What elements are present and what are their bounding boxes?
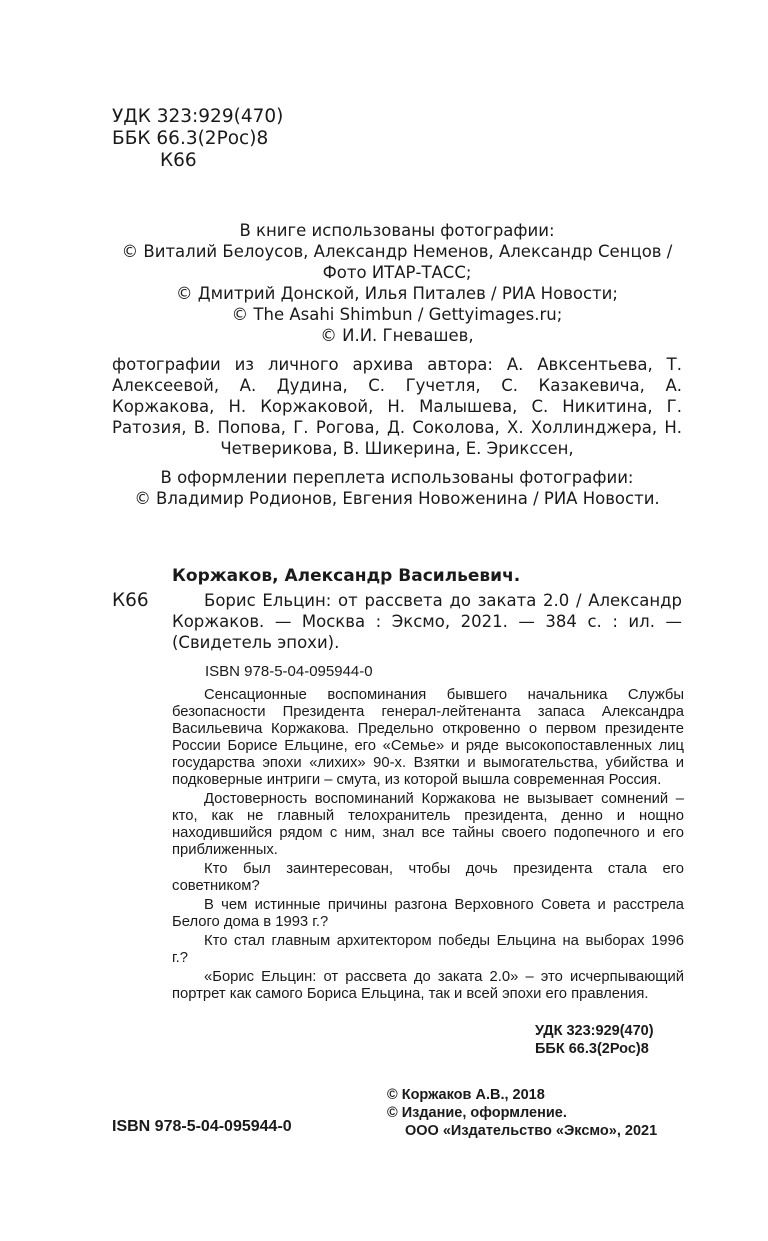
- photo-credit-line: © The Asahi Shimbun / Gettyimages.ru;: [231, 305, 563, 324]
- archive-credits: фотографии из личного архива автора: А. Авксентьева, Т. Алексеевой, А. Дудина, С. Гучетля, С. Казакевича, А. Коржакова, Н. Коржаковой, Н. Малышева, С. Никитина, Г. Ратозия, В. Попова, Г. Рогова, Д. Соколова, Х. Холлинджера, Н. Четверикова, В. Шикерина, Е. Эрикссен,: [112, 355, 682, 458]
- annotation: [172, 687, 684, 1005]
- copyright-publisher: ООО «Издательство «Эксмо», 2021: [405, 1123, 658, 1139]
- isbn: ISBN 978-5-04-095944-0: [205, 663, 373, 680]
- catalog-mark: К66: [112, 590, 149, 611]
- copyright-author: © Коржаков А.В., 2018: [387, 1087, 545, 1103]
- annotation-paragraph: «Борис Ельцин: от рассвета до заката 2.0» – это исчерпывающий портрет как самого Бориса Ельцина, так и всей эпохи его правления.: [172, 969, 684, 1002]
- author-mark: К66: [160, 150, 197, 171]
- annotation-paragraph: Достоверность воспоминаний Коржакова не вызывает сомнений – кто, как не главный телохранитель президента, денно и нощно находившийся рядом с ним, знал все тайны своего подопечного и его приближенных.: [172, 791, 684, 858]
- isbn-bottom: ISBN 978-5-04-095944-0: [112, 1118, 292, 1135]
- annotation-paragraph: В чем истинные причины разгона Верховного Совета и расстрела Белого дома в 1993 г.?: [172, 897, 684, 930]
- copyright-block: [387, 1086, 657, 1140]
- bibliographic-description: Борис Ельцин: от рассвета до заката 2.0 / Александр Коржаков. — Москва : Эксмо, 2021. — 384 с. : ил. — (Свидетель эпохи).: [172, 591, 682, 652]
- photo-credit-line: © И.И. Гневашев,: [320, 326, 474, 345]
- photo-credit-line: © Дмитрий Донской, Илья Питалев / РИА Новости;: [176, 284, 618, 303]
- photo-credit-line: Фото ИТАР-ТАСС;: [322, 263, 472, 282]
- annotation-paragraph: Кто стал главным архитектором победы Ельцина на выборах 1996 г.?: [172, 933, 684, 966]
- cover-credits-intro: В оформлении переплета использованы фотографии:: [160, 468, 634, 487]
- udk-code: УДК 323:929(470): [112, 106, 284, 127]
- photo-credits-intro: В книге использованы фотографии:: [239, 221, 555, 240]
- classification-block: [112, 106, 283, 172]
- copyright-edition: © Издание, оформление.: [387, 1105, 567, 1121]
- photo-credits: [112, 220, 682, 509]
- photo-credit-line: © Виталий Белоусов, Александр Неменов, Александр Сенцов /: [121, 242, 673, 261]
- annotation-paragraph: Сенсационные воспоминания бывшего начальника Службы безопасности Президента генерал-лейтенанта запаса Александра Васильевича Коржакова. Предельно откровенно о первом президенте России Борисе Ельцине, его «Семье» и ряде высокопоставленных лиц государства эпохи «лихих» 90-х. Взятки и вымогательства, убийства и подковерные интриги – смута, из которой вышла современная Россия.: [172, 687, 684, 788]
- book-author: Коржаков, Александр Васильевич.: [172, 566, 521, 586]
- udk-code-bottom: УДК 323:929(470): [535, 1023, 654, 1039]
- classification-bottom: [535, 1022, 654, 1058]
- cover-credit-line: © Владимир Родионов, Евгения Новоженина / РИА Новости.: [134, 489, 660, 508]
- bbk-code-bottom: ББК 66.3(2Рос)8: [535, 1041, 649, 1057]
- bbk-code: ББК 66.3(2Рос)8: [112, 128, 269, 149]
- annotation-paragraph: Кто был заинтересован, чтобы дочь президента стала его советником?: [172, 861, 684, 894]
